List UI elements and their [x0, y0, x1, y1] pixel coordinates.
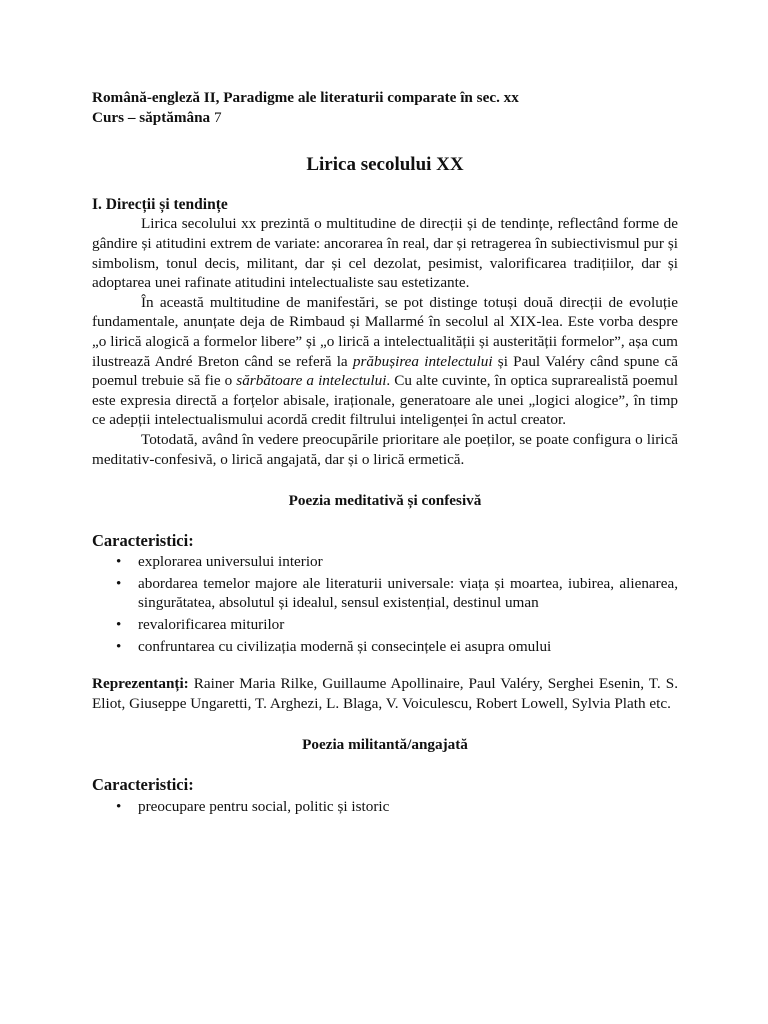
list-item: • abordarea temelor majore ale literaturii universale: viața și moartea, iubirea, alienarea, singurătatea, absolutul și idealul, sensul existențial, destinul uman [116, 574, 678, 612]
characteristics-label-meditative: Caracteristici: [92, 530, 194, 550]
meditative-characteristics-list [92, 552, 678, 656]
list-item: • revalorificarea miturilor [116, 616, 285, 634]
document-title: Lirica secolului XX [306, 154, 464, 176]
list-item: • preocupare pentru social, politic și istoric [116, 797, 390, 815]
bullet-icon: • [116, 574, 122, 592]
paragraph-1: Lirica secolului xx prezintă o multitudine de direcții și de tendințe, reflectând forme de gândire și atitudini extrem de variate: ancorarea în real, dar și retragerea în subiectivismul pur și simbolism, tonul decis, militant, dar și cel dezolat, pesimist, valorificarea tradițiilor, dar și adoptarea unei rafinate atitudini intelectualiste sau estetizante. [92, 215, 678, 292]
section-heading-directions: I. Direcții și tendințe [92, 195, 228, 213]
paragraph-2: În această multitudine de manifestări, se pot distinge totuși două direcții de evoluție fundamentale, anunțate deja de Rimbaud și Mallarmé în secolul al XIX-lea. Este vorba despre „o lirică alogică a formelor libere” și „o lirică a intelectualității și austerității formelor”, așa cum ilustrează André Breton când se referă la prăbușirea intelectului și Paul Valéry când spune că poemul trebuie să fie o sărbătoare a intelectului. Cu alte cuvinte, în optica suprarealistă poemul este expresia directă a forțelor abisale, iraționale, generatoare ale unei „logici alogice”, în timp ce adepții intelectualismului acordă credit filtrului inteligenței în actul creator. [92, 293, 679, 429]
subheading-militant: Poezia militantă/angajată [302, 736, 468, 754]
paragraph-3: Totodată, având în vedere preocupările prioritare ale poeților, se poate configura o lirică meditativ-confesivă, o lirică angajată, dar și o lirică ermetică. [92, 430, 678, 468]
subheading-meditative: Poezia meditativă și confesivă [288, 492, 482, 510]
bullet-icon: • [116, 553, 122, 571]
representatives-meditative: Reprezentanți: Rainer Maria Rilke, Guillaume Apollinaire, Paul Valéry, Serghei Esenin, T. S. Eliot, Giuseppe Ungaretti, T. Arghezi, L. Blaga, V. Voiculescu, Robert Lowell, Sylvia Plath etc. [92, 675, 678, 712]
bullet-icon: • [116, 797, 122, 815]
bullet-icon: • [116, 616, 122, 634]
list-item: • explorarea universului interior [116, 553, 323, 571]
italic-phrase-2: sărbătoare a intelectului [236, 372, 387, 390]
list-item: • confruntarea cu civilizația modernă și consecințele ei asupra omului [116, 637, 552, 655]
document-content [92, 88, 678, 818]
week-line: Curs – săptămâna 7 [92, 108, 222, 126]
italic-phrase-1: prăbușirea intelectului [352, 352, 493, 370]
bullet-icon: • [116, 637, 122, 655]
course-line: Română-engleză II, Paradigme ale literaturii comparate în sec. xx [92, 89, 519, 106]
characteristics-label-militant: Caracteristici: [92, 775, 194, 795]
militant-characteristics-list [92, 797, 678, 817]
